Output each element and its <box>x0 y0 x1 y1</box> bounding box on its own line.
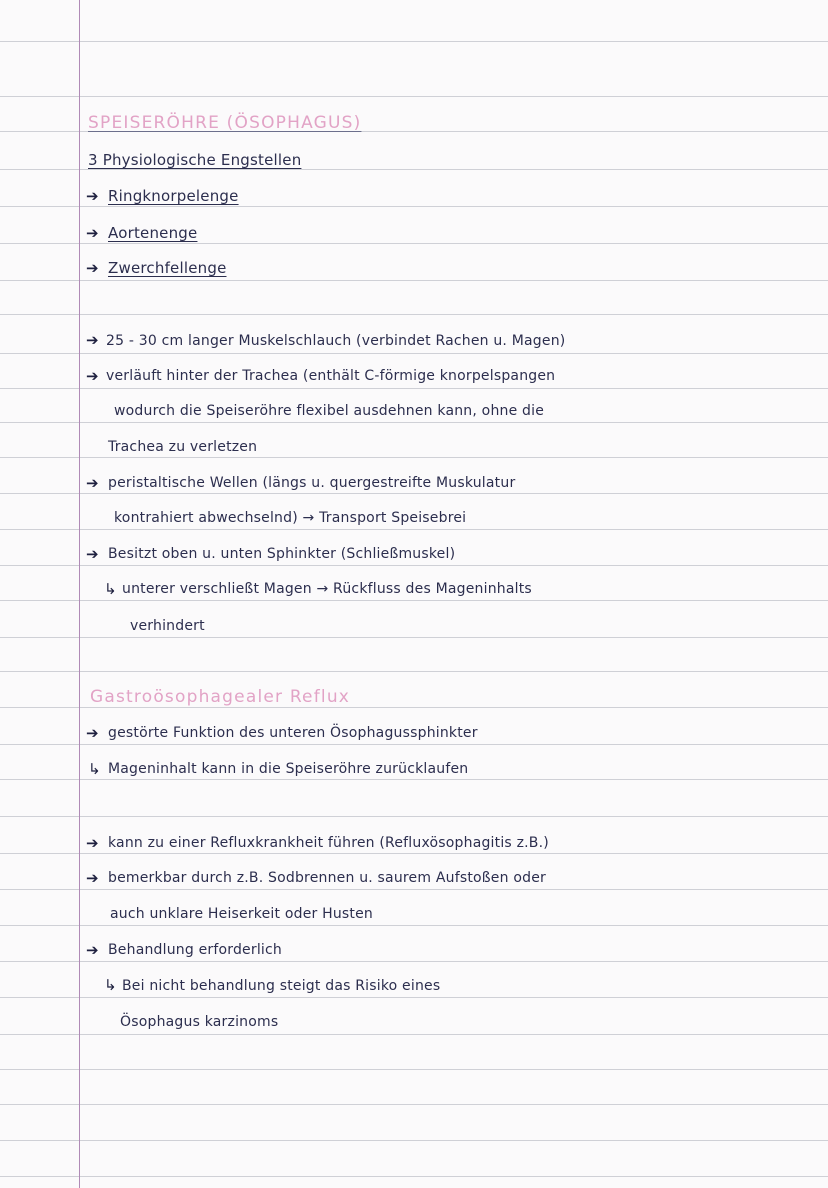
right-arrow-icon: ➔ <box>86 545 99 563</box>
note-line: Ösophagus karzinoms <box>120 1014 279 1030</box>
note-line: bemerkbar durch z.B. Sodbrennen u. saurem Aufstoßen oder <box>108 870 546 886</box>
ruled-line <box>0 529 828 530</box>
note-line: auch unklare Heiserkeit oder Husten <box>110 906 373 922</box>
ruled-line <box>0 1140 828 1141</box>
ruled-line <box>0 243 828 244</box>
ruled-line <box>0 565 828 566</box>
ruled-line <box>0 816 828 817</box>
note-line: Besitzt oben u. unten Sphinkter (Schließmuskel) <box>108 546 456 562</box>
note-line: 25 - 30 cm langer Muskelschlauch (verbindet Rachen u. Magen) <box>106 333 566 349</box>
ruled-line <box>0 1176 828 1177</box>
right-arrow-icon: ➔ <box>86 474 99 492</box>
ruled-line <box>0 671 828 672</box>
ruled-line <box>0 388 828 389</box>
narrowing-item: Zwerchfellenge <box>108 259 227 277</box>
note-line: Bei nicht behandlung steigt das Risiko eines <box>122 978 441 994</box>
ruled-line <box>0 997 828 998</box>
note-line: verhindert <box>130 618 205 634</box>
ruled-line <box>0 422 828 423</box>
return-arrow-icon: ↳ <box>88 760 101 778</box>
right-arrow-icon: ➔ <box>86 224 99 242</box>
ruled-line <box>0 779 828 780</box>
right-arrow-icon: ➔ <box>86 869 99 887</box>
return-arrow-icon: ↳ <box>104 580 117 598</box>
ruled-line <box>0 206 828 207</box>
ruled-line <box>0 169 828 170</box>
note-line: Mageninhalt kann in die Speiseröhre zurücklaufen <box>108 761 469 777</box>
right-arrow-icon: ➔ <box>86 331 99 349</box>
ruled-line <box>0 1069 828 1070</box>
right-arrow-icon: ➔ <box>86 259 99 277</box>
ruled-line <box>0 280 828 281</box>
right-arrow-icon: ➔ <box>86 187 99 205</box>
ruled-line <box>0 637 828 638</box>
ruled-line <box>0 96 828 97</box>
ruled-line <box>0 925 828 926</box>
right-arrow-icon: ➔ <box>86 367 99 385</box>
ruled-line <box>0 314 828 315</box>
note-line: Behandlung erforderlich <box>108 942 282 958</box>
note-line: peristaltische Wellen (längs u. quergestreifte Muskulatur <box>108 475 516 491</box>
note-line: kann zu einer Refluxkrankheit führen (Refluxösophagitis z.B.) <box>108 835 549 851</box>
note-line: kontrahiert abwechselnd) → Transport Speisebrei <box>114 510 467 526</box>
section-heading-reflux: Gastroösophagealer Reflux <box>90 687 351 707</box>
ruled-line <box>0 1104 828 1105</box>
ruled-line <box>0 744 828 745</box>
right-arrow-icon: ➔ <box>86 834 99 852</box>
ruled-line <box>0 600 828 601</box>
ruled-line <box>0 41 828 42</box>
ruled-line <box>0 961 828 962</box>
ruled-line <box>0 707 828 708</box>
ruled-line <box>0 1034 828 1035</box>
note-line: verläuft hinter der Trachea (enthält C-förmige knorpelspangen <box>106 368 556 384</box>
ruled-line <box>0 889 828 890</box>
ruled-line <box>0 493 828 494</box>
subtitle-narrowings: 3 Physiologische Engstellen <box>88 151 302 169</box>
return-arrow-icon: ↳ <box>104 976 117 994</box>
right-arrow-icon: ➔ <box>86 724 99 742</box>
narrowing-item: Ringknorpelenge <box>108 187 239 205</box>
ruled-line <box>0 853 828 854</box>
note-line: wodurch die Speiseröhre flexibel ausdehnen kann, ohne die <box>114 403 545 419</box>
margin-line <box>79 0 80 1188</box>
note-line: Trachea zu verletzen <box>108 439 258 455</box>
ruled-line <box>0 457 828 458</box>
note-line: unterer verschließt Magen → Rückfluss des Mageninhalts <box>122 581 532 597</box>
ruled-line <box>0 353 828 354</box>
note-line: gestörte Funktion des unteren Ösophagussphinkter <box>108 725 478 741</box>
section-heading-esophagus: SPEISERÖHRE (ÖSOPHAGUS) <box>88 113 362 133</box>
right-arrow-icon: ➔ <box>86 941 99 959</box>
narrowing-item: Aortenenge <box>108 224 198 242</box>
